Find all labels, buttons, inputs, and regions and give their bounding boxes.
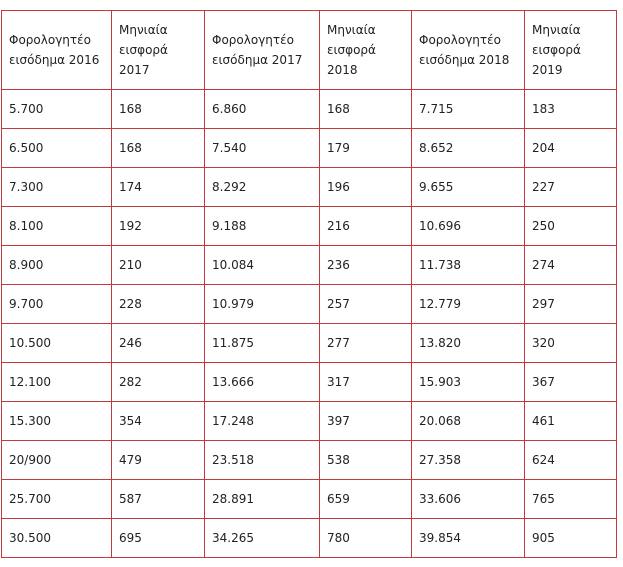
table-cell: 174 (112, 168, 205, 207)
table-cell: 28.891 (205, 480, 320, 519)
table-cell: 659 (320, 480, 412, 519)
table-cell: 257 (320, 285, 412, 324)
header-taxable-income-2018 (412, 11, 525, 90)
table-cell: 320 (525, 324, 617, 363)
table-row (2, 246, 617, 285)
header-text: εισόδημα 2016 (9, 53, 100, 67)
table-cell: 15.300 (2, 402, 112, 441)
table-cell: 695 (112, 519, 205, 558)
table-cell: 183 (525, 90, 617, 129)
table-cell: 10.979 (205, 285, 320, 324)
table-cell: 236 (320, 246, 412, 285)
table-row (2, 207, 617, 246)
table-cell: 27.358 (412, 441, 525, 480)
header-text: εισόδημα 2017 (212, 53, 303, 67)
table-row (2, 441, 617, 480)
table-cell: 8.900 (2, 246, 112, 285)
table-header (2, 11, 617, 90)
header-text: εισόδημα 2018 (419, 53, 510, 67)
table-cell: 9.700 (2, 285, 112, 324)
table-cell: 168 (112, 90, 205, 129)
table-cell: 15.903 (412, 363, 525, 402)
header-text: Φορολογητέο (419, 33, 501, 47)
table-cell: 7.300 (2, 168, 112, 207)
table-body (2, 90, 617, 558)
table-row (2, 519, 617, 558)
table-cell: 8.652 (412, 129, 525, 168)
table-cell: 780 (320, 519, 412, 558)
table-cell: 204 (525, 129, 617, 168)
table-cell: 20/900 (2, 441, 112, 480)
header-row (2, 11, 617, 90)
table-cell: 13.666 (205, 363, 320, 402)
table-cell: 10.696 (412, 207, 525, 246)
table-row (2, 324, 617, 363)
header-taxable-income-2016 (2, 11, 112, 90)
header-text: Μηνιαία (327, 23, 376, 37)
table-row (2, 90, 617, 129)
header-text: εισφορά (119, 43, 168, 57)
table-cell: 538 (320, 441, 412, 480)
table-cell: 8.292 (205, 168, 320, 207)
table-cell: 23.518 (205, 441, 320, 480)
table-cell: 39.854 (412, 519, 525, 558)
table-cell: 210 (112, 246, 205, 285)
table-cell: 30.500 (2, 519, 112, 558)
table-cell: 7.540 (205, 129, 320, 168)
table-cell: 192 (112, 207, 205, 246)
table-cell: 25.700 (2, 480, 112, 519)
header-text: εισφορά (327, 43, 376, 57)
table-cell: 10.084 (205, 246, 320, 285)
table-row (2, 129, 617, 168)
header-text: Μηνιαία (532, 23, 581, 37)
table-cell: 216 (320, 207, 412, 246)
table-cell: 20.068 (412, 402, 525, 441)
table-cell: 587 (112, 480, 205, 519)
table-row (2, 168, 617, 207)
table-cell: 12.100 (2, 363, 112, 402)
header-monthly-contribution-2018 (320, 11, 412, 90)
header-monthly-contribution-2019 (525, 11, 617, 90)
table-cell: 246 (112, 324, 205, 363)
table-cell: 624 (525, 441, 617, 480)
table-cell: 11.875 (205, 324, 320, 363)
table-cell: 6.860 (205, 90, 320, 129)
table-row (2, 363, 617, 402)
table-cell: 905 (525, 519, 617, 558)
table-cell: 12.779 (412, 285, 525, 324)
table-cell: 13.820 (412, 324, 525, 363)
header-text: Φορολογητέο (212, 33, 294, 47)
table-row (2, 402, 617, 441)
table-cell: 168 (320, 90, 412, 129)
table-cell: 9.655 (412, 168, 525, 207)
header-taxable-income-2017 (205, 11, 320, 90)
table-cell: 228 (112, 285, 205, 324)
table-cell: 354 (112, 402, 205, 441)
table-cell: 317 (320, 363, 412, 402)
table-cell: 7.715 (412, 90, 525, 129)
table-cell: 397 (320, 402, 412, 441)
header-text: Φορολογητέο (9, 33, 91, 47)
table-cell: 168 (112, 129, 205, 168)
table-cell: 5.700 (2, 90, 112, 129)
table-cell: 250 (525, 207, 617, 246)
table-cell: 227 (525, 168, 617, 207)
header-text: 2019 (532, 63, 563, 77)
table-cell: 367 (525, 363, 617, 402)
table-cell: 17.248 (205, 402, 320, 441)
contribution-table (1, 10, 617, 558)
header-text: 2018 (327, 63, 358, 77)
table-cell: 277 (320, 324, 412, 363)
table-cell: 196 (320, 168, 412, 207)
table-cell: 765 (525, 480, 617, 519)
table-cell: 297 (525, 285, 617, 324)
header-monthly-contribution-2017 (112, 11, 205, 90)
header-text: εισφορά (532, 43, 581, 57)
header-text: Μηνιαία (119, 23, 168, 37)
table-row (2, 480, 617, 519)
table-cell: 10.500 (2, 324, 112, 363)
table-cell: 461 (525, 402, 617, 441)
header-text: 2017 (119, 63, 150, 77)
table-cell: 34.265 (205, 519, 320, 558)
table-cell: 274 (525, 246, 617, 285)
table-cell: 11.738 (412, 246, 525, 285)
table-cell: 8.100 (2, 207, 112, 246)
table-cell: 282 (112, 363, 205, 402)
table-cell: 9.188 (205, 207, 320, 246)
table-cell: 179 (320, 129, 412, 168)
table-row (2, 285, 617, 324)
table-cell: 33.606 (412, 480, 525, 519)
table-cell: 479 (112, 441, 205, 480)
table-cell: 6.500 (2, 129, 112, 168)
